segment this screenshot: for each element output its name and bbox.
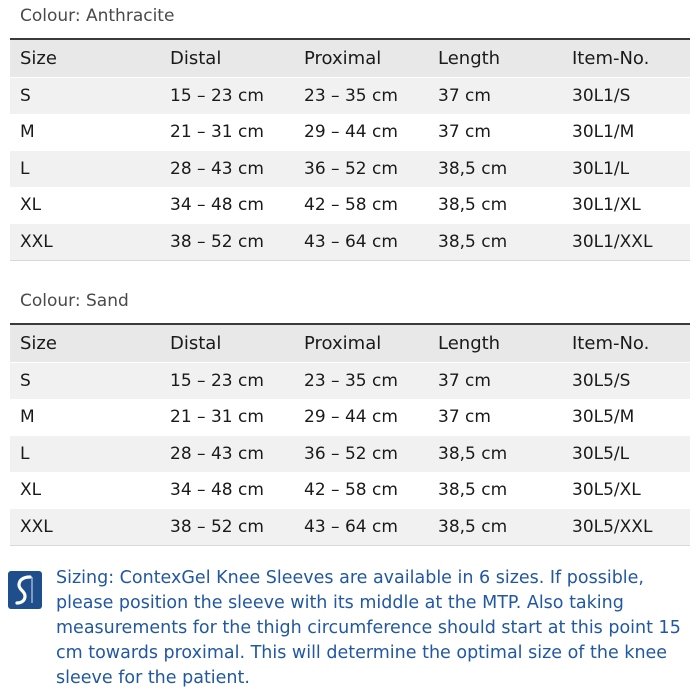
- logo-icon: [8, 571, 42, 609]
- size-table-sand: [10, 323, 690, 546]
- table-cell: 42 – 58 cm: [304, 480, 398, 501]
- table-cell: 30L5/XXL: [572, 516, 653, 537]
- column-header: Item-No.: [572, 48, 650, 69]
- table-cell: 38,5 cm: [438, 231, 508, 252]
- table-cell: 38,5 cm: [438, 195, 508, 216]
- table-header-row: [10, 39, 690, 78]
- table-cell: 36 – 52 cm: [304, 158, 398, 179]
- table-cell: 30L1/XL: [572, 195, 641, 216]
- table-cell: 15 – 23 cm: [170, 370, 264, 391]
- table-cell: 38,5 cm: [438, 443, 508, 464]
- column-header: Size: [20, 48, 57, 69]
- size-table-anthracite: [10, 38, 690, 261]
- table-cell: 28 – 43 cm: [170, 443, 264, 464]
- column-header: Proximal: [304, 48, 382, 69]
- table-cell: 23 – 35 cm: [304, 85, 398, 106]
- table-cell: 36 – 52 cm: [304, 443, 398, 464]
- table-cell: XXL: [20, 231, 53, 252]
- table-cell: 38 – 52 cm: [170, 516, 264, 537]
- column-header: Length: [438, 48, 501, 69]
- table-cell: 30L5/S: [572, 370, 631, 391]
- table-cell: M: [20, 407, 35, 428]
- table-row: [10, 399, 690, 436]
- table-cell: 30L5/M: [572, 407, 635, 428]
- table-cell: 34 – 48 cm: [170, 195, 264, 216]
- section-title-sand: Colour: Sand: [20, 291, 129, 311]
- table-row: [10, 187, 690, 224]
- table-cell: 28 – 43 cm: [170, 158, 264, 179]
- table-cell: 42 – 58 cm: [304, 195, 398, 216]
- table-cell: XL: [20, 480, 42, 501]
- column-header: Distal: [170, 333, 222, 354]
- table-cell: 37 cm: [438, 122, 491, 143]
- table-cell: 30L1/S: [572, 85, 631, 106]
- column-header: Length: [438, 333, 501, 354]
- table-cell: 30L5/XL: [572, 480, 641, 501]
- table-cell: S: [20, 370, 31, 391]
- table-cell: M: [20, 122, 35, 143]
- table-header-row: [10, 324, 690, 363]
- table-row: [10, 114, 690, 151]
- table-cell: 30L1/L: [572, 158, 630, 179]
- sizing-note-text: Sizing: ContexGel Knee Sleeves are available in 6 sizes. If possible, please position the sleeve with its middle at the MTP. Also taking measurements for the thigh circumference should start at this point 15 cm towards proximal. This will determine the optimal size of the knee sleeve for the patient.: [56, 568, 681, 688]
- table-row: [10, 78, 690, 115]
- table-cell: 43 – 64 cm: [304, 516, 398, 537]
- column-header: Item-No.: [572, 333, 650, 354]
- table-row: [10, 224, 690, 261]
- section-title-anthracite: Colour: Anthracite: [20, 6, 175, 26]
- table-cell: 29 – 44 cm: [304, 407, 398, 428]
- table-cell: XL: [20, 195, 42, 216]
- table-cell: 21 – 31 cm: [170, 122, 264, 143]
- table-cell: 37 cm: [438, 85, 491, 106]
- table-cell: 37 cm: [438, 407, 491, 428]
- table-cell: 43 – 64 cm: [304, 231, 398, 252]
- table-row: [10, 363, 690, 400]
- table-cell: 30L5/L: [572, 443, 630, 464]
- table-cell: 38,5 cm: [438, 516, 508, 537]
- table-cell: 38 – 52 cm: [170, 231, 264, 252]
- table-cell: 38,5 cm: [438, 158, 508, 179]
- table-row: [10, 509, 690, 546]
- table-cell: L: [20, 158, 30, 179]
- table-cell: XXL: [20, 516, 53, 537]
- column-header: Proximal: [304, 333, 382, 354]
- table-cell: 23 – 35 cm: [304, 370, 398, 391]
- table-cell: 29 – 44 cm: [304, 122, 398, 143]
- table-cell: 30L1/M: [572, 122, 635, 143]
- column-header: Size: [20, 333, 57, 354]
- table-cell: 21 – 31 cm: [170, 407, 264, 428]
- table-cell: S: [20, 85, 31, 106]
- table-cell: 34 – 48 cm: [170, 480, 264, 501]
- table-cell: 30L1/XXL: [572, 231, 653, 252]
- table-row: [10, 436, 690, 473]
- table-cell: 37 cm: [438, 370, 491, 391]
- table-cell: L: [20, 443, 30, 464]
- table-row: [10, 472, 690, 509]
- table-cell: 38,5 cm: [438, 480, 508, 501]
- table-cell: 15 – 23 cm: [170, 85, 264, 106]
- table-row: [10, 151, 690, 188]
- column-header: Distal: [170, 48, 222, 69]
